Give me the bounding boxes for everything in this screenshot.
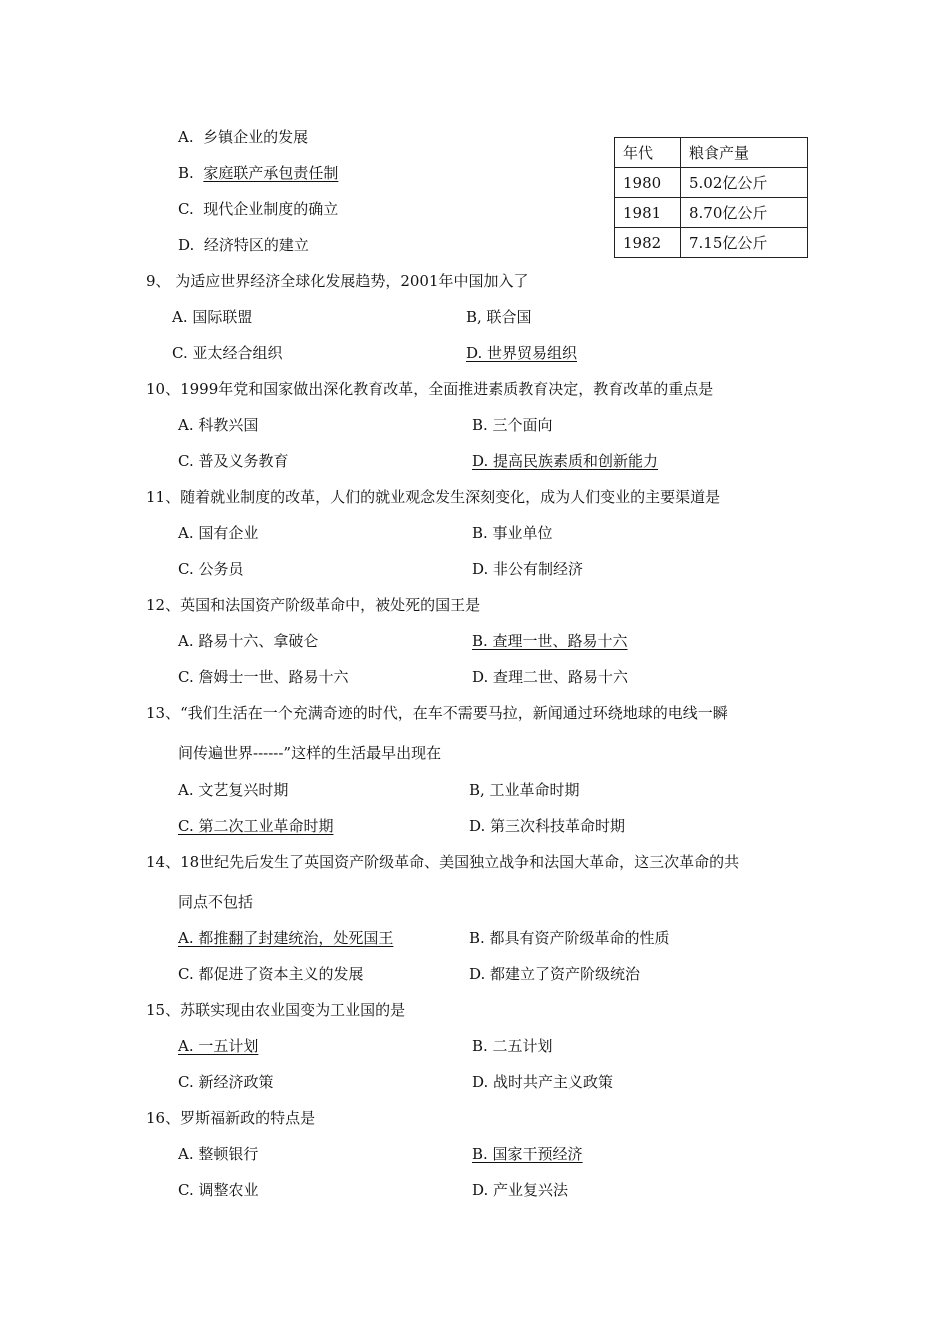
q8-option-c: C. 现代企业制度的确立 (178, 200, 339, 218)
question-stem: 11、随着就业制度的改革，人们的就业观念发生深刻变化，成为人们变业的主要渠道是 (146, 488, 721, 506)
option: B, 联合国 (466, 308, 532, 326)
table-cell: 8.70亿公斤 (681, 198, 808, 228)
option: C. 亚太经合组织 (172, 344, 283, 362)
question-stem: 9、 为适应世界经济全球化发展趋势，2001年中国加入了 (146, 272, 529, 290)
table-header-row (615, 138, 808, 168)
option: C. 普及义务教育 (178, 452, 289, 470)
question-stem-continued: 同点不包括 (178, 893, 254, 911)
option: A. 整顿银行 (178, 1145, 259, 1163)
table-cell: 7.15亿公斤 (681, 228, 808, 258)
question-stem: 14、18世纪先后发生了英国资产阶级革命、美国独立战争和法国大革命，这三次革命的共 (146, 853, 740, 871)
question-stem: 12、英国和法国资产阶级革命中，被处死的国王是 (146, 596, 481, 614)
table-cell: 5.02亿公斤 (681, 168, 808, 198)
option: D. 产业复兴法 (472, 1181, 569, 1199)
option: B. 事业单位 (472, 524, 553, 542)
option: B, 工业革命时期 (469, 781, 580, 799)
table-row (615, 198, 808, 228)
option-answer: A. 一五计划 (178, 1037, 259, 1055)
option-answer: A. 都推翻了封建统治，处死国王 (178, 929, 394, 947)
table-cell: 1981 (615, 198, 681, 228)
option: C. 都促进了资本主义的发展 (178, 965, 364, 983)
option: C. 詹姆士一世、路易十六 (178, 668, 349, 686)
q8-option-a: A. 乡镇企业的发展 (178, 128, 309, 146)
option-answer: B. 国家干预经济 (472, 1145, 583, 1163)
option: B. 都具有资产阶级革命的性质 (469, 929, 670, 947)
option: A. 国际联盟 (172, 308, 253, 326)
question-stem: 13、“我们生活在一个充满奇迹的时代，在车不需要马拉，新闻通过环绕地球的电线一瞬 (146, 704, 728, 722)
grain-production-table (614, 137, 808, 258)
table-header-cell: 年代 (615, 138, 681, 168)
option: B. 二五计划 (472, 1037, 553, 1055)
option: D. 战时共产主义政策 (472, 1073, 614, 1091)
option-answer: D. 提高民族素质和创新能力 (472, 452, 659, 470)
question-stem: 16、罗斯福新政的特点是 (146, 1109, 316, 1127)
table-cell: 1980 (615, 168, 681, 198)
option-answer: D. 世界贸易组织 (466, 344, 578, 362)
option: C. 新经济政策 (178, 1073, 274, 1091)
option: C. 公务员 (178, 560, 244, 578)
table-row (615, 228, 808, 258)
option: A. 路易十六、拿破仑 (178, 632, 319, 650)
option: D. 都建立了资产阶级统治 (469, 965, 641, 983)
option: D. 非公有制经济 (472, 560, 584, 578)
option-answer: B. 查理一世、路易十六 (472, 632, 628, 650)
question-stem: 15、苏联实现由农业国变为工业国的是 (146, 1001, 406, 1019)
q8-option-d: D. 经济特区的建立 (178, 236, 309, 254)
option: A. 国有企业 (178, 524, 259, 542)
table-header-cell: 粮食产量 (681, 138, 808, 168)
option: D. 查理二世、路易十六 (472, 668, 629, 686)
table-cell: 1982 (615, 228, 681, 258)
option: C. 调整农业 (178, 1181, 259, 1199)
option-answer: C. 第二次工业革命时期 (178, 817, 334, 835)
question-stem-continued: 间传遍世界------”这样的生活最早出现在 (178, 744, 442, 762)
option: B. 三个面向 (472, 416, 553, 434)
table-row (615, 168, 808, 198)
option: A. 文艺复兴时期 (178, 781, 289, 799)
q8-option-b: B. 家庭联产承包责任制 (178, 164, 339, 182)
option: A. 科教兴国 (178, 416, 259, 434)
option: D. 第三次科技革命时期 (469, 817, 626, 835)
question-stem: 10、1999年党和国家做出深化教育改革，全面推进素质教育决定，教育改革的重点是 (146, 380, 714, 398)
